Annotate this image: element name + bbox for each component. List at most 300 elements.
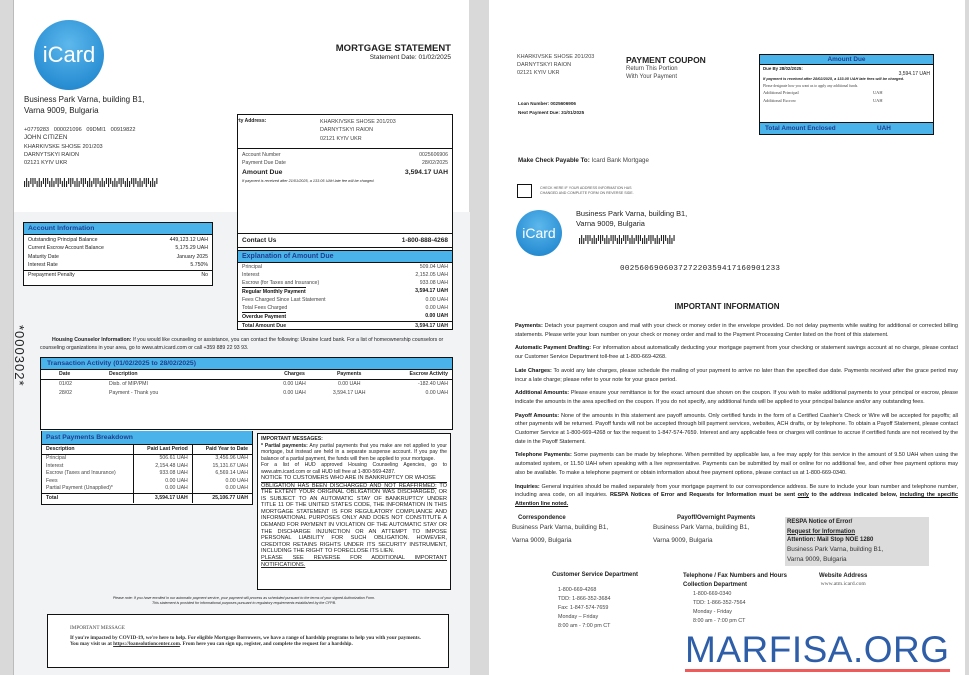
address-change-text	[540, 186, 634, 195]
barcode-bar	[106, 178, 107, 184]
covid-message-box	[47, 614, 449, 668]
explanation-row	[238, 263, 452, 271]
barcode-bar	[64, 178, 65, 187]
messages-title: IMPORTANT MESSAGES:	[261, 436, 323, 442]
address-line: Business Park Varna, building B1,	[512, 524, 609, 531]
barcode-bar	[146, 178, 147, 187]
barcode-bar	[636, 235, 637, 241]
barcode-bar	[653, 235, 654, 241]
barcode-bar	[669, 235, 670, 244]
barcode-bar	[135, 178, 136, 184]
account-information-title: Account Information	[24, 223, 212, 235]
obligation-text: TO THE EXTENT YOUR ORIGINAL OBLIGATION WAS DISCHARGED, OR IS SUBJECT TO AN AUTOMATIC STAY OF BANKRUPTCY UNDER TITLE 11 OF THE UNITED STATES CODE, THE INFORMATION IN THIS MORTGAGE STATEMENT IS FOR REGULATORY COMPLIANCE AND INFORMATIONAL PURPOSES ONLY AND DOES NOT CONSTITUTE A DEMAND FOR PAYMENT IN VIOLATION OF THE AUTOMATIC STAY OR THE DISCHARGE INJUNCTION OR AN ATTEMPT TO IMPOSE PERSONAL LIABILITY FOR SUCH OBLIGATION. HOWEVER, CREDITOR RETAINS RIGHTS UNDER ITS SECURITY INSTRUMENT, INCLUDING THE RIGHT TO FORECLOSE ITS LIEN.	[261, 482, 447, 555]
barcode-bar	[108, 178, 109, 187]
bank-address-line: Varna 9009, Bulgaria	[24, 106, 99, 115]
inquiries-text: General inquiries should be mailed separately from your mortgage payment to our correspondence address. Be sure to include your loan number and telephone number, including area code, on all inquiries.	[515, 483, 958, 499]
barcode-bar	[121, 178, 122, 187]
paragraph-lead: Payments:	[515, 323, 543, 329]
bank-address-line: Varna 9009, Bulgaria	[576, 219, 645, 228]
table-row	[42, 463, 252, 471]
covid-text: If you're impacted by COVID-19, we're here to help. For eligible Mortgage Borrowers, we have a range of hardship programs to help you with your payments. You may visit us at	[70, 635, 421, 647]
website-address	[819, 572, 867, 587]
barcode-bar	[144, 178, 145, 184]
inquiries-only: only	[797, 492, 809, 499]
postal-barcode	[24, 178, 159, 187]
barcode-bar	[62, 181, 63, 187]
barcode-bar	[112, 181, 113, 187]
column-header: Description	[46, 446, 75, 452]
column-header: Paid Last Period	[134, 445, 192, 455]
statement-date: Statement Date: 01/02/2025	[369, 54, 451, 61]
barcode-bar	[125, 181, 126, 187]
inquiries-paragraph	[515, 483, 958, 509]
table-cell: Fees	[46, 477, 58, 484]
barcode-bar	[581, 235, 582, 244]
barcode-bar	[154, 181, 155, 187]
table-header-row	[42, 445, 252, 455]
counselor-lead: Housing Counselor Information:	[52, 337, 132, 343]
logo-text: iCard	[42, 42, 96, 67]
barcode-bar	[102, 178, 103, 187]
barcode-bar	[72, 178, 73, 184]
barcode-bar	[150, 181, 151, 187]
barcode-bar	[152, 178, 153, 187]
website-link[interactable]: www.atm.icard.com	[820, 581, 866, 587]
barcode-bar	[51, 178, 52, 187]
info-paragraph	[515, 412, 958, 447]
barcode-bar	[585, 235, 586, 241]
barcode-bar	[629, 238, 630, 244]
barcode-bar	[604, 238, 605, 244]
table-row	[42, 455, 252, 463]
loan-solution-link[interactable]: https://loansolutioncenter.com	[113, 641, 180, 647]
coupon-late-note: If payment is received after 28/02/2025, a 133.05 UAH late fees will be charged.	[763, 77, 904, 81]
transaction-activity-title: Transaction Activity (01/02/2025 to 28/02/2025)	[41, 358, 452, 370]
barcode-bar	[619, 235, 620, 244]
customer-service-title: Customer Service Department	[552, 572, 639, 578]
currency-label: UAH	[873, 98, 883, 104]
table-cell: 3,456.96 UAH	[192, 455, 252, 463]
contact-line: 8:00 am - 7:00 pm CT	[558, 623, 611, 629]
address-line: Business Park Varna, building B1,	[787, 546, 884, 553]
barcode-bar	[49, 181, 50, 187]
explanation-row	[238, 312, 452, 321]
column-header: Escrow Activity	[409, 371, 448, 377]
hud-text: For a list of HUD approved Housing Counseling Agencies, go to www.atm.icard.com or call HUD toll free at 1-800-569-4287.	[261, 462, 447, 475]
correspondence-title: Correspondence	[518, 515, 566, 521]
coupon-title: PAYMENT COUPON	[626, 55, 706, 65]
correspondence-address	[512, 515, 608, 547]
barcode-bar	[611, 235, 612, 241]
barcode-bar	[657, 235, 658, 244]
checkbox-text-line: CHANGED AND COMPLETE FORM ON REVERSE SIDE.	[540, 190, 634, 195]
row-value: No	[201, 272, 208, 279]
table-cell: Principal	[46, 455, 66, 461]
barcode-bar	[83, 178, 84, 187]
coupon-page	[489, 0, 965, 675]
housing-counselor-info	[40, 337, 460, 352]
bank-address-line: Business Park Varna, building B1,	[24, 95, 145, 104]
barcode-bar	[35, 178, 36, 184]
telephone-hours	[683, 572, 787, 626]
watermark-text: MARFISA.ORG	[685, 629, 950, 670]
additional-escrow-label: Additional Escrow	[763, 98, 797, 104]
barcode-bar	[131, 178, 132, 184]
info-paragraph	[515, 389, 958, 406]
partial-payments-lead: * Partial payments:	[261, 442, 308, 449]
row-value: 3,594.17 UAH	[415, 288, 448, 294]
account-info-row	[24, 253, 212, 261]
barcode-bar	[608, 238, 609, 244]
total-enclosed-row[interactable]	[760, 122, 933, 134]
barcode-bar	[53, 181, 54, 187]
see-reverse-note: PLEASE SEE REVERSE FOR ADDITIONAL IMPORTANT NOTIFICATIONS.	[261, 555, 447, 568]
barcode-bar	[81, 178, 82, 184]
table-row	[41, 389, 452, 398]
barcode-bar	[621, 238, 622, 244]
coupon-amount-title: Amount Due	[760, 55, 933, 65]
barcode-bar	[640, 235, 641, 241]
barcode-bar	[602, 235, 603, 241]
paragraph-text: Please ensure your remittance is for the exact amount due shown on the coupon. If you wish to make additional payments to your principal or escrow, please indicate the amounts in the area specified on the coupon. If you do not specify, any additional funds will be applied to your principal balance and/or any outstanding fees.	[515, 390, 958, 405]
barcode-bar	[32, 178, 33, 187]
coupon-address-line: KHARKIVSKE SHOSE 201/203	[517, 54, 595, 60]
barcode-bar	[644, 235, 645, 244]
paragraph-lead: Payoff Amounts:	[515, 412, 560, 419]
barcode-bar	[663, 235, 664, 244]
row-label: Maturity Date	[28, 253, 59, 260]
barcode-bar	[129, 181, 130, 187]
statement-title: MORTGAGE STATEMENT	[335, 43, 451, 54]
statement-page	[13, 0, 469, 675]
account-info-row	[24, 236, 212, 244]
paragraph-text: To avoid any late charges, please schedule the mailing of your payment to arrive no later than the specified due date. Payments received after the grace period may incur a late charge; please refer to your note for your grace period.	[515, 367, 958, 383]
property-address-line: KHARKIVSKE SHOSE 201/203	[320, 119, 396, 125]
table-cell: 0.00 UAH	[337, 381, 361, 387]
customer-service	[552, 572, 638, 631]
row-value: 5.750%	[190, 261, 208, 268]
row-value: 0.00 UAH	[425, 297, 448, 303]
coupon-address-line: 02121 KYIV UKR	[517, 70, 560, 77]
barcode-bar	[140, 178, 141, 187]
barcode-bar	[142, 181, 143, 187]
explanation-row	[238, 296, 452, 304]
barcode-bar	[91, 181, 92, 187]
barcode-bar	[58, 178, 59, 187]
account-info-row	[24, 244, 212, 252]
table-cell: Interest	[46, 462, 64, 469]
barcode-bar	[89, 178, 90, 187]
barcode-bar	[638, 235, 639, 244]
past-payments-box	[41, 431, 253, 505]
inquiries-bold: RESPA Notices of Error and Requests for Information must be sent	[610, 492, 798, 499]
additional-principal-field[interactable]	[763, 89, 930, 97]
paragraph-text: For information about automatically deducting your mortgage payment from your checking or statement savings account at no charge, please contact our Customer Service Department toll-free at 1-800-669-4268.	[515, 345, 958, 361]
column-header: Payments	[336, 371, 362, 377]
additional-escrow-field[interactable]	[763, 97, 930, 104]
barcode-bar	[93, 178, 94, 184]
loan-info	[518, 100, 584, 117]
table-cell: 25,106.77 UAH	[192, 493, 252, 503]
column-header: Description	[109, 371, 138, 377]
past-payments-title: Past Payments Breakdown	[42, 431, 252, 445]
barcode-bar	[110, 178, 111, 184]
barcode-bar	[594, 235, 595, 244]
logo-text: iCard	[522, 225, 556, 241]
contact-label: Contact Us	[242, 237, 277, 244]
barcode-bar	[79, 181, 80, 187]
barcode-bar	[615, 235, 616, 241]
total-enclosed-label: Total Amount Enclosed	[765, 125, 836, 132]
recipient-address-line: 02121 KYIV UKR	[24, 160, 68, 167]
explanation-of-amount-due	[238, 250, 452, 331]
barcode-bar	[24, 181, 25, 187]
row-label: Principal	[242, 264, 262, 270]
respa-attention: Attention: Mail Stop NOE 1280	[787, 536, 874, 543]
address-line: Varna 9009, Bulgaria	[653, 537, 713, 544]
table-cell: Escrow (Taxes and Insurance)	[46, 470, 116, 477]
coupon-address-line: DARNYTSKYI RAION	[517, 62, 572, 69]
table-row	[41, 380, 452, 390]
row-label: Prepayment Penalty	[28, 272, 75, 279]
column-header: Paid Year to Date	[192, 445, 252, 455]
barcode-bar	[77, 178, 78, 187]
icard-logo	[516, 210, 562, 256]
payoff-title: Payoff/Overnight Payments	[677, 515, 756, 521]
coupon-barcode	[579, 235, 676, 244]
designate-text: Please designate how you want us to apply any additional funds.	[763, 83, 859, 88]
column-header: Charges	[284, 371, 305, 377]
explanation-row	[238, 287, 452, 296]
due-date: 28/02/2025	[422, 160, 448, 167]
explanation-row	[238, 304, 452, 312]
barcode-bar	[623, 235, 624, 241]
row-label: Total Fees Charged	[242, 305, 288, 311]
account-number: 0025606906	[419, 152, 448, 158]
amount-due-label: Amount Due	[242, 168, 283, 176]
barcode-bar	[579, 238, 580, 244]
table-cell: -182.40 UAH	[418, 381, 448, 387]
barcode-bar	[119, 178, 120, 184]
total-enclosed-currency: UAH	[877, 125, 891, 132]
row-value: 2,152.05 UAH	[415, 272, 448, 278]
barcode-bar	[627, 235, 628, 241]
coupon-subtitle: Return This Portion	[626, 66, 678, 72]
barcode-bar	[41, 181, 42, 187]
covid-title: IMPORTANT MESSAGE	[70, 625, 125, 631]
contact-line: Monday - Friday	[693, 609, 732, 615]
address-change-checkbox[interactable]	[517, 184, 532, 198]
payoff-address	[653, 515, 755, 547]
table-cell: 6,569.14 UAH	[192, 470, 252, 478]
loan-number: Loan Number: 0025606906	[518, 101, 576, 106]
barcode-bar	[648, 235, 649, 241]
barcode-bar	[137, 181, 138, 187]
barcode-bar	[671, 238, 672, 244]
respa-title: RESPA Notice of Error/	[787, 519, 853, 525]
table-cell: Partial Payment (Unapplied)*	[46, 485, 113, 492]
coupon-header	[626, 55, 706, 81]
barcode-bar	[98, 178, 99, 184]
contact-line: 8:00 am - 7:00 pm CT	[693, 618, 746, 624]
coupon-subtitle: With Your Payment	[626, 74, 678, 80]
coupon-address	[517, 53, 594, 78]
table-cell: 0.00 UAH	[134, 478, 192, 486]
explanation-row	[238, 279, 452, 287]
property-address	[320, 118, 396, 143]
side-code: *000302*	[12, 325, 27, 387]
info-paragraph	[515, 344, 958, 361]
table-cell: 506.61 UAH	[134, 455, 192, 463]
paragraph-lead: Late Charges:	[515, 367, 552, 374]
table-cell: 0.00 UAH	[283, 381, 306, 387]
due-by: Due By 28/02/2025:	[763, 66, 803, 71]
paragraph-text: Some payments can be made by telephone. When permitted by applicable law, a fee may apply for this service in the amount of 9.50 UAH when using the automated system, or 11.50 UAH when speaking with a live representative. Payments can be submitted by mail or online for no additional fee, and other free payment options may also be available. To make a telephone payment or obtain information about free payment options, please contact us at 1-800-669-0340.	[515, 452, 958, 476]
barcode-bar	[104, 181, 105, 187]
row-value: 0.00 UAH	[425, 313, 448, 319]
barcode-bar	[123, 178, 124, 184]
account-info-row	[24, 270, 212, 279]
contact-line: TDD: 1-866-352-7564	[693, 600, 746, 606]
checkbox-text-line: CHECK HERE IF YOUR ADDRESS INFORMATION HAS	[540, 186, 632, 190]
row-value: 509.04 UAH	[419, 264, 448, 270]
barcode-bar	[116, 181, 117, 187]
table-cell: 0.00 UAH	[134, 485, 192, 493]
table-row	[42, 485, 252, 493]
telephone-title: Telephone / Fax Numbers and Hours	[683, 573, 787, 579]
barcode-bar	[87, 181, 88, 187]
bank-address-line: Business Park Varna, building B1,	[576, 209, 688, 218]
table-cell: 0.00 UAH	[192, 485, 252, 493]
row-value: 0.00 UAH	[425, 305, 448, 311]
make-check-payable	[518, 157, 649, 164]
barcode-bar	[665, 235, 666, 241]
barcode-bar	[95, 178, 96, 187]
contact-line: Fax: 1-847-574-7659	[558, 605, 609, 611]
table-cell: 3,594.17 UAH	[332, 390, 366, 396]
account-info-row	[24, 261, 212, 269]
barcode-bar	[674, 235, 675, 241]
barcode-bar	[28, 181, 29, 187]
amount-due: 3,594.17 UAH	[404, 168, 448, 176]
table-row	[42, 470, 252, 478]
barcode-bar	[600, 235, 601, 244]
barcode-bar	[592, 238, 593, 244]
property-address-label: rty Address:	[237, 118, 267, 124]
respa-address	[785, 517, 929, 566]
table-cell: 0.00 UAH	[192, 478, 252, 486]
total-due: 3,594.17 UAH	[415, 323, 448, 329]
contact-phone[interactable]: 1-800-888-4268	[401, 237, 448, 244]
icard-logo	[34, 20, 104, 90]
barcode-bar	[659, 238, 660, 244]
table-cell: Total	[46, 494, 59, 501]
barcode-bar	[43, 178, 44, 184]
info-paragraph	[515, 322, 958, 339]
payable-lead: Make Check Payable To:	[518, 157, 590, 164]
barcode-bar	[646, 238, 647, 244]
currency-label: UAH	[873, 90, 883, 96]
please-note-line: Please note: If you have enrolled in our automatic payment service, your payment will process as scheduled pursuant to the terms of your signed Authorization Form.	[112, 596, 376, 600]
barcode-bar	[613, 235, 614, 244]
additional-principal-label: Additional Principal	[763, 90, 799, 96]
barcode-bar	[156, 178, 157, 184]
table-cell: Payment - Thank you	[109, 390, 159, 396]
table-cell: 0.00 UAH	[283, 390, 306, 396]
account-summary-box	[237, 114, 453, 330]
row-label: Current Escrow Account Balance	[28, 245, 104, 252]
inquiries-bold2: to the address indicated below,	[808, 492, 900, 499]
total-row	[42, 493, 252, 503]
statement-header	[336, 43, 451, 61]
barcode-bar	[617, 238, 618, 244]
address-line: Business Park Varna, building B1,	[653, 524, 750, 531]
row-value: 5,175.29 UAH	[175, 245, 208, 252]
barcode-bar	[590, 235, 591, 241]
row-value: 933.08 UAH	[419, 280, 448, 286]
barcode-bar	[37, 181, 38, 187]
table-cell: 28/02	[59, 390, 72, 396]
respa-title2: Request for Information	[787, 528, 856, 535]
contact-row	[238, 233, 452, 248]
due-date-label: Payment Due Date	[242, 160, 286, 167]
barcode-bar	[625, 235, 626, 244]
contact-line: Monday – Friday	[558, 614, 599, 620]
please-note	[34, 596, 454, 605]
barcode-bar	[634, 238, 635, 244]
contact-line: TDD: 1-866-352-3684	[558, 596, 611, 602]
recipient-address-line: DARNYTSKYI RAION	[24, 151, 80, 158]
next-payment-due: Next Payment Due: 31/01/2025	[518, 109, 585, 115]
barcode-bar	[68, 178, 69, 184]
scan-line: 002560690603727220359417160901233	[620, 265, 781, 273]
barcode-bar	[85, 178, 86, 184]
barcode-bar	[148, 178, 149, 184]
total-due-label: Total Amount Due	[242, 323, 287, 329]
barcode-bar	[583, 238, 584, 244]
barcode-bar	[632, 235, 633, 244]
barcode-bar	[650, 235, 651, 244]
barcode-bar	[30, 178, 31, 184]
barcode-bar	[60, 178, 61, 184]
explanation-row	[238, 271, 452, 279]
info-paragraph	[515, 451, 958, 477]
website-title: Website Address	[819, 573, 868, 579]
bankruptcy-notice: NOTICE TO CUSTOMERS WHO ARE IN BANKRUPTCY OR WHOSE	[261, 475, 447, 483]
account-information-box	[23, 222, 213, 286]
contact-line: 1-800-669-0340	[693, 591, 732, 597]
row-label: Regular Monthly Payment	[242, 289, 306, 295]
barcode-bar	[661, 235, 662, 241]
table-cell: 3,594.17 UAH	[134, 493, 192, 503]
recipient-address-line: KHARKIVSKE SHOSE 201/203	[24, 143, 103, 150]
row-value: 449,123.12 UAH	[169, 237, 208, 243]
covid-text: . From here you can sign up, register, and complete the request for a hardship.	[179, 641, 353, 647]
transaction-activity-box	[40, 357, 453, 430]
barcode-bar	[100, 181, 101, 187]
address-line: Varna 9009, Bulgaria	[787, 555, 847, 563]
counselor-text: If you would like counseling or assistance, you can contact the following: Ukraine Icard bank. For a list of homeownership counselors or counseling organizations in your area, go to www.atm.icard.com or call +359 889 22 93 93.	[40, 337, 444, 351]
coupon-amount: 3,594.17 UAH	[898, 70, 930, 77]
barcode-bar	[56, 178, 57, 184]
barcode-bar	[26, 178, 27, 187]
table-cell: 933.08 UAH	[134, 470, 192, 478]
paragraph-text: Detach your payment coupon and mail with your check or money order in the envelope provided. Do not delay payments while waiting for additional or corrected billing statements. Please write your loan number on your check or money order and mail to the Payment Processing Center listed on the front of this statement.	[515, 323, 958, 338]
important-information-body	[515, 322, 958, 514]
row-label: Interest Rate	[28, 261, 58, 268]
table-header-row	[41, 370, 452, 380]
inquiries-lead: Inquiries:	[515, 483, 540, 490]
